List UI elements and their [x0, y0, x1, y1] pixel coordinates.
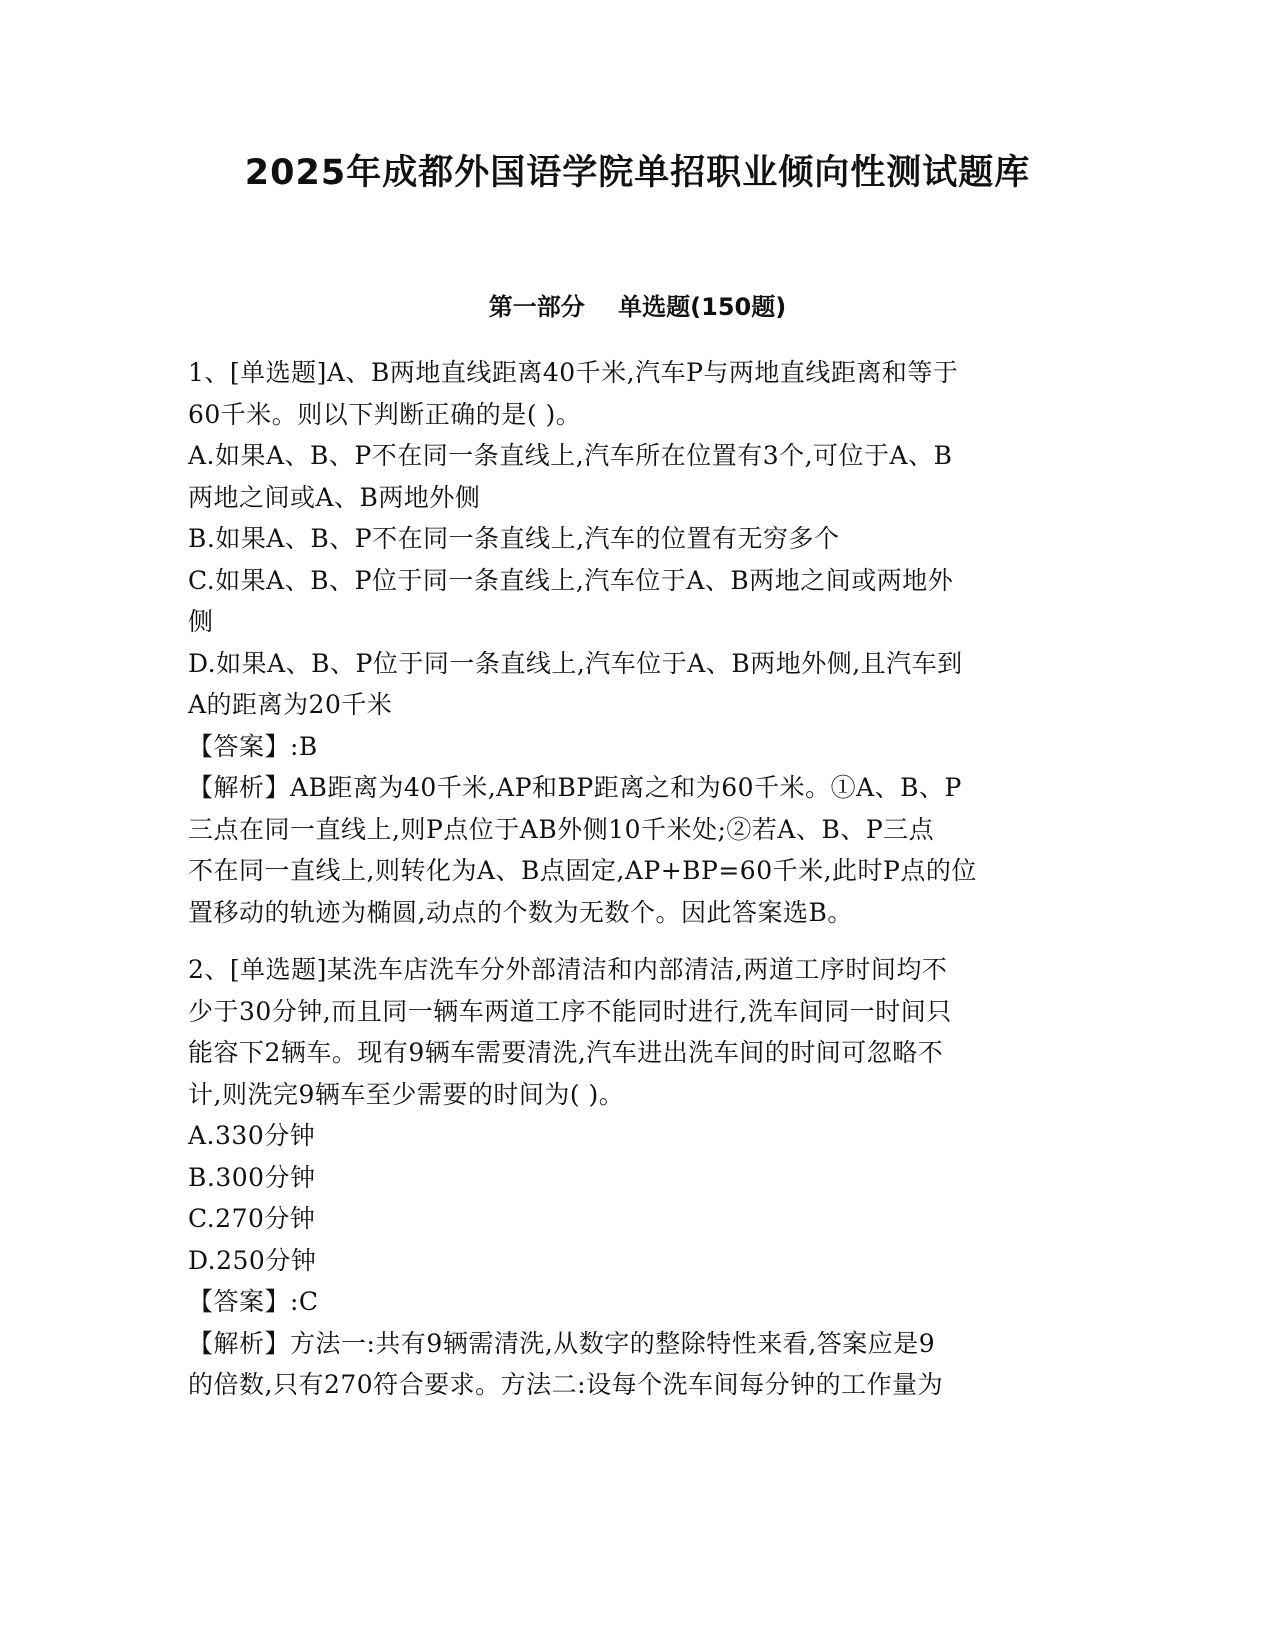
- question-2-option-d: D.250分钟: [188, 1245, 317, 1275]
- question-1: [188, 352, 1088, 933]
- question-2-option-a: A.330分钟: [188, 1121, 316, 1150]
- question-1-option-d: D.如果A、B、P位于同一条直线上,汽车位于A、B两地外侧,且汽车到: [188, 648, 963, 678]
- question-1-explanation: 【解析】AB距离为40千米,AP和BP距离之和为60千米。①A、B、P: [188, 773, 962, 802]
- question-2: [188, 949, 1088, 1406]
- question-2-explanation: 的倍数,只有270符合要求。方法二:设每个洗车间每分钟的工作量为: [188, 1370, 944, 1399]
- question-1-line: 1、[单选题]A、B两地直线距离40千米,汽车P与两地直线距离和等于: [188, 358, 959, 387]
- question-2-line: 计,则洗完9辆车至少需要的时间为( )。: [188, 1079, 625, 1109]
- question-list: [188, 352, 1088, 1422]
- question-1-explanation: 置移动的轨迹为椭圆,动点的个数为无数个。因此答案选B。: [188, 897, 853, 927]
- question-1-explanation: 三点在同一直线上,则P点位于AB外侧10千米处;②若A、B、P三点: [188, 814, 935, 844]
- document-title: 2025年成都外国语学院单招职业倾向性测试题库: [244, 153, 1031, 193]
- question-1-option-a: A.如果A、B、P不在同一条直线上,汽车所在位置有3个,可位于A、B: [188, 441, 953, 470]
- question-2-line: 能容下2辆车。现有9辆车需要清洗,汽车进出洗车间的时间可忽略不: [188, 1038, 944, 1067]
- question-2-line: 少于30分钟,而且同一辆车两道工序不能同时进行,洗车间同一时间只: [188, 996, 952, 1026]
- question-1-explanation: 不在同一直线上,则转化为A、B点固定,AP+BP=60千米,此时P点的位: [188, 856, 977, 885]
- question-1-option-b: B.如果A、B、P不在同一条直线上,汽车的位置有无穷多个: [188, 524, 840, 553]
- question-2-answer: 【答案】:C: [188, 1287, 319, 1316]
- question-1-answer: 【答案】:B: [188, 731, 318, 761]
- question-1-option-d: A的距离为20千米: [188, 690, 393, 719]
- question-2-explanation: 【解析】方法一:共有9辆需清洗,从数字的整除特性来看,答案应是9: [188, 1328, 936, 1358]
- question-1-option-c: 侧: [188, 607, 214, 636]
- question-1-option-c: C.如果A、B、P位于同一条直线上,汽车位于A、B两地之间或两地外: [188, 565, 954, 595]
- section-title: 第一部分 单选题(150题): [488, 293, 787, 321]
- question-1-option-a: 两地之间或A、B两地外侧: [188, 482, 481, 512]
- question-2-line: 2、[单选题]某洗车店洗车分外部清洁和内部清洁,两道工序时间均不: [188, 955, 948, 984]
- question-2-option-c: C.270分钟: [188, 1204, 316, 1233]
- question-2-option-b: B.300分钟: [188, 1162, 316, 1192]
- question-1-line: 60千米。则以下判断正确的是( )。: [188, 399, 582, 429]
